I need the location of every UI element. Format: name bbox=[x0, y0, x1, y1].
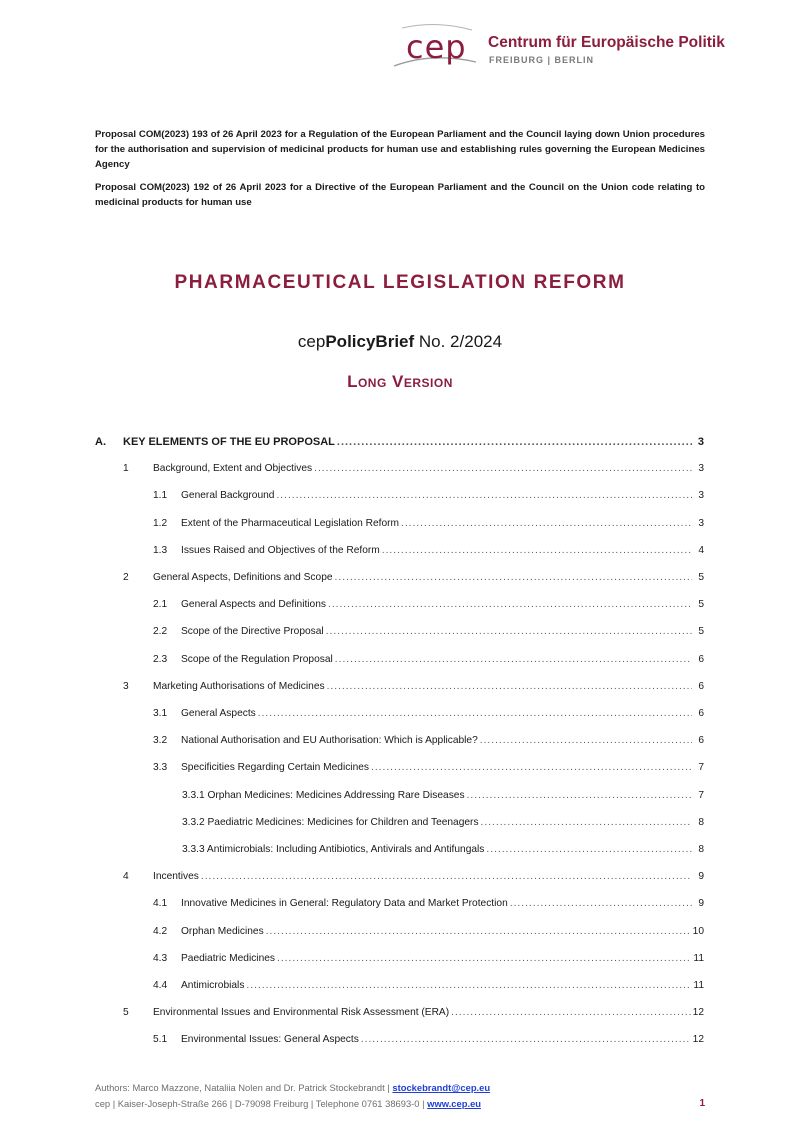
toc-entry-page: 5 bbox=[698, 572, 704, 583]
toc-entry-title: General Aspects bbox=[181, 708, 256, 719]
toc-entry-number: 3.2 bbox=[153, 735, 168, 747]
toc-entry-page: 3 bbox=[697, 436, 704, 448]
toc-dot-leader bbox=[258, 708, 692, 719]
toc-entry-page: 7 bbox=[698, 789, 704, 801]
toc-entry-title: General Aspects and Definitions bbox=[181, 599, 326, 611]
toc-entry-title: 3.3.1 Orphan Medicines: Medicines Addressing Rare Diseases bbox=[182, 789, 465, 801]
version-label: Long Version bbox=[347, 372, 453, 391]
toc-entry-page: 3 bbox=[698, 517, 704, 529]
toc-entry-page: 8 bbox=[698, 816, 704, 828]
toc-entry[interactable] bbox=[182, 790, 704, 801]
toc-entry-title: Scope of the Directive Proposal bbox=[181, 626, 324, 638]
toc-entry-title: Extent of the Pharmaceutical Legislation Reform bbox=[181, 517, 400, 529]
toc-entry[interactable] bbox=[182, 817, 704, 828]
toc-dot-leader bbox=[510, 898, 692, 909]
toc-entry-number: 3.3 bbox=[153, 762, 168, 774]
toc-dot-leader bbox=[371, 762, 692, 773]
toc-entry[interactable] bbox=[153, 926, 704, 937]
toc-entry[interactable] bbox=[153, 953, 704, 964]
toc-dot-leader bbox=[451, 1007, 691, 1018]
page-footer bbox=[95, 1080, 705, 1112]
toc-entry-number: 1.1 bbox=[153, 490, 168, 502]
toc-entry-page: 3 bbox=[698, 490, 704, 502]
toc-dot-leader bbox=[401, 518, 692, 529]
toc-entry-number: 1.3 bbox=[153, 544, 168, 556]
toc-entry-page: 4 bbox=[698, 544, 704, 556]
toc-entry-title: 3.3.3 Antimicrobials: Including Antibiotics, Antivirals and Antifungals bbox=[182, 844, 485, 855]
toc-entry-page: 6 bbox=[698, 708, 704, 719]
toc-entry-number: 5.1 bbox=[153, 1034, 168, 1046]
toc-entry-page: 11 bbox=[693, 952, 704, 964]
toc-dot-leader bbox=[314, 463, 692, 474]
footer-email-link[interactable]: stockebrandt@cep.eu bbox=[392, 1082, 491, 1093]
toc-dot-leader bbox=[467, 790, 692, 801]
toc-dot-leader bbox=[335, 654, 692, 665]
toc-entry[interactable] bbox=[153, 626, 704, 637]
toc-entry-title: Environmental Issues: General Aspects bbox=[181, 1034, 359, 1046]
toc-entry[interactable] bbox=[123, 871, 704, 882]
toc-dot-leader bbox=[328, 599, 692, 610]
toc-entry[interactable] bbox=[123, 1007, 704, 1018]
toc-entry-page: 6 bbox=[698, 735, 704, 747]
toc-entry-title: Paediatric Medicines bbox=[181, 952, 275, 964]
toc-entry[interactable] bbox=[153, 898, 704, 909]
toc-entry[interactable] bbox=[153, 980, 704, 991]
toc-entry-page: 10 bbox=[692, 925, 704, 937]
footer-authors: Authors: Marco Mazzone, Nataliia Nolen and Dr. Patrick Stockebrandt | bbox=[95, 1082, 393, 1093]
toc-entry-page: 7 bbox=[698, 762, 704, 774]
page-number: 1 bbox=[699, 1098, 705, 1109]
toc-entry-title: Antimicrobials bbox=[181, 980, 245, 991]
toc-entry-number: 2 bbox=[123, 572, 129, 583]
toc-entry[interactable] bbox=[153, 490, 704, 501]
toc-entry-title: Background, Extent and Objectives bbox=[153, 463, 313, 475]
toc-entry-number: 3 bbox=[123, 680, 129, 692]
toc-dot-leader bbox=[201, 871, 692, 882]
toc-dot-leader bbox=[335, 572, 692, 583]
toc-entry[interactable] bbox=[123, 572, 704, 583]
toc-entry-page: 6 bbox=[698, 653, 704, 665]
toc-dot-leader bbox=[277, 953, 691, 964]
toc-entry-page: 6 bbox=[698, 680, 704, 692]
toc-dot-leader bbox=[276, 490, 692, 501]
toc-entry[interactable] bbox=[182, 844, 704, 855]
toc-entry-page: 12 bbox=[692, 1034, 704, 1046]
document-title: PHARMACEUTICAL LEGISLATION REFORM bbox=[174, 272, 626, 293]
toc-dot-leader bbox=[486, 844, 692, 855]
toc-entry-title: 3.3.2 Paediatric Medicines: Medicines for Children and Teenagers bbox=[182, 816, 479, 828]
toc-entry-title: National Authorisation and EU Authorisation: Which is Applicable? bbox=[181, 735, 478, 747]
proposal-directive: Proposal COM(2023) 192 of 26 April 2023 for a Directive of the European Parliament and the Council on the Union code relating to medicinal products for human use bbox=[95, 182, 705, 208]
toc-entry-number: 3.1 bbox=[153, 708, 168, 719]
toc-dot-leader bbox=[266, 926, 691, 937]
toc-entry-page: 3 bbox=[698, 463, 704, 475]
footer-address: cep | Kaiser-Joseph-Straße 266 | D-79098 Freiburg | Telephone 0761 38693-0 | bbox=[95, 1098, 428, 1109]
toc-dot-leader bbox=[480, 735, 692, 746]
toc-entry-title: KEY ELEMENTS OF THE EU PROPOSAL bbox=[123, 436, 335, 448]
toc-dot-leader bbox=[326, 626, 692, 637]
toc-entry-title: Incentives bbox=[153, 871, 199, 883]
footer-authors-line bbox=[95, 1080, 705, 1096]
toc-entry-number: 2.3 bbox=[153, 653, 168, 665]
toc-entry-page: 12 bbox=[692, 1007, 704, 1019]
toc-entry-title: Scope of the Regulation Proposal bbox=[181, 653, 333, 665]
toc-dot-leader bbox=[246, 980, 691, 991]
footer-website-link[interactable]: www.cep.eu bbox=[427, 1098, 482, 1109]
toc-dot-leader bbox=[327, 681, 692, 692]
toc-entry-page: 11 bbox=[693, 980, 704, 991]
toc-entry-page: 5 bbox=[698, 626, 704, 638]
proposal-regulation: Proposal COM(2023) 193 of 26 April 2023 for a Regulation of the European Parliament and the Council laying down Union procedures for the authorisation and supervision of medicinal products for human use and establishing rules governing the European Medicines Agency bbox=[95, 129, 705, 170]
toc-entry-title: Specificities Regarding Certain Medicines bbox=[181, 762, 369, 774]
toc-entry-title: Orphan Medicines bbox=[181, 925, 264, 937]
policy-brief-number bbox=[0, 332, 800, 352]
logo-organisation-name: Centrum für Europäische Politik bbox=[488, 34, 725, 51]
toc-entry-title: Marketing Authorisations of Medicines bbox=[153, 680, 325, 692]
toc-entry-number: 4.1 bbox=[153, 898, 168, 910]
toc-entry[interactable] bbox=[95, 436, 704, 448]
toc-entry-title: General Aspects, Definitions and Scope bbox=[153, 572, 333, 583]
logo-mark-text: cep bbox=[406, 28, 467, 66]
toc-dot-leader bbox=[337, 436, 692, 448]
toc-entry-page: 9 bbox=[698, 871, 704, 883]
toc-dot-leader bbox=[481, 817, 692, 828]
toc-entry[interactable] bbox=[153, 708, 704, 719]
toc-entry-number: 4 bbox=[123, 871, 129, 883]
toc-entry[interactable] bbox=[153, 518, 704, 529]
toc-dot-leader bbox=[382, 545, 692, 556]
toc-entry[interactable] bbox=[153, 599, 704, 610]
toc-entry[interactable] bbox=[153, 654, 704, 665]
toc-entry-title: Environmental Issues and Environmental Risk Assessment (ERA) bbox=[153, 1007, 450, 1019]
toc-entry-number: A. bbox=[95, 436, 106, 448]
toc-entry-title: General Background bbox=[181, 490, 275, 502]
toc-entry-page: 8 bbox=[698, 844, 704, 855]
toc-entry[interactable] bbox=[123, 463, 704, 474]
toc-entry-title: Issues Raised and Objectives of the Reform bbox=[181, 544, 380, 556]
toc-entry-number: 1 bbox=[123, 463, 129, 475]
toc-entry-page: 9 bbox=[698, 898, 704, 910]
toc-entry[interactable] bbox=[153, 762, 704, 773]
brief-prefix: cep bbox=[297, 332, 326, 351]
toc-entry[interactable] bbox=[153, 735, 704, 746]
toc-entry-number: 5 bbox=[123, 1007, 129, 1019]
toc-entry-number: 4.2 bbox=[153, 925, 168, 937]
toc-entry-title: Innovative Medicines in General: Regulatory Data and Market Protection bbox=[181, 898, 508, 910]
toc-entry-page: 5 bbox=[698, 599, 704, 611]
toc-entry-number: 2.1 bbox=[153, 599, 168, 611]
toc-entry-number: 4.4 bbox=[153, 980, 168, 991]
toc-entry-number: 2.2 bbox=[153, 626, 168, 638]
cep-logo bbox=[392, 22, 725, 74]
toc-entry[interactable] bbox=[123, 681, 704, 692]
toc-entry-number: 1.2 bbox=[153, 517, 168, 529]
toc-entry[interactable] bbox=[153, 1034, 704, 1045]
toc-entry-number: 4.3 bbox=[153, 952, 168, 964]
brief-suffix: No. 2/2024 bbox=[414, 332, 503, 351]
logo-locations: FREIBURG | BERLIN bbox=[489, 55, 595, 65]
brief-bold: PolicyBrief bbox=[325, 332, 415, 351]
toc-dot-leader bbox=[361, 1034, 691, 1045]
toc-entry[interactable] bbox=[153, 545, 704, 556]
footer-address-line bbox=[95, 1096, 705, 1112]
